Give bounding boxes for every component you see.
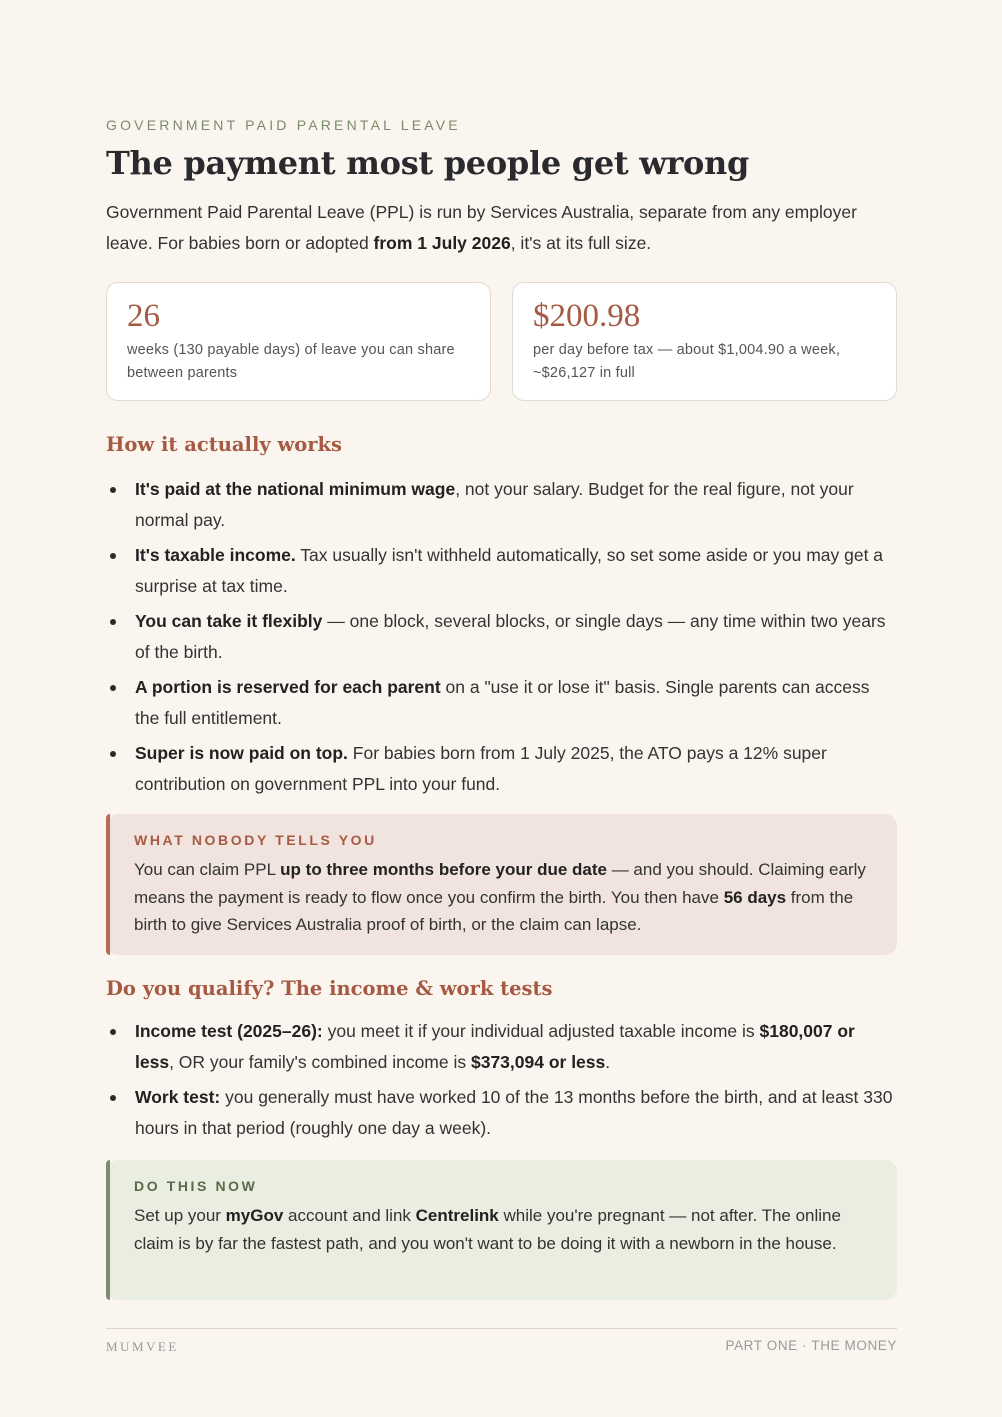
bullet-icon [110, 751, 116, 757]
list-item-bold: You can take it flexibly [135, 611, 323, 631]
list-item-text: Tax usually isn't withheld automatically, so set some aside or you may get a surprise at tax time. [135, 545, 884, 596]
list-item-bold: A portion is reserved for each parent [135, 677, 441, 697]
callout-bold: 56 days [723, 887, 787, 907]
callout-what-nobody-tells-you [106, 814, 897, 955]
callout-bold: up to three months before your due date [280, 860, 607, 879]
list-item [106, 1016, 897, 1078]
list-item-bold: Super is now paid on top. [135, 743, 348, 763]
callout-bold: Centrelink [415, 1206, 499, 1225]
callout-body [134, 1202, 871, 1257]
bullet-icon [110, 1029, 116, 1035]
list-item [106, 606, 897, 668]
bullet-icon [110, 619, 116, 625]
list-item-bold: Income test (2025–26): [135, 1021, 323, 1041]
callout-label: DO THIS NOW [134, 1178, 258, 1194]
list-item-bold: $180,007 or less [135, 1021, 855, 1072]
list-item-text: you meet it if your individual adjusted taxable income is [322, 1021, 760, 1041]
list-item-bold: $373,094 or less [470, 1052, 606, 1072]
list-item [106, 672, 897, 734]
page-title: The payment most people get wrong [106, 144, 750, 182]
list-item-text: , not your salary. Budget for the real figure, not your normal pay. [135, 479, 854, 530]
list-item [106, 474, 897, 536]
footer-brand: MUMVEE [106, 1339, 179, 1354]
intro-paragraph [106, 197, 866, 259]
eyebrow-label: GOVERNMENT PAID PARENTAL LEAVE [106, 117, 461, 133]
list-item-bold: It's taxable income. [135, 545, 296, 565]
bullet-icon [110, 487, 116, 493]
list-item [106, 540, 897, 602]
callout-text: — and you should. Claiming early means the payment is ready to flow once you confirm the birth. You then have [134, 860, 866, 907]
callout-do-this-now [106, 1160, 897, 1300]
stat-number: $200.98 [533, 298, 641, 334]
list-item-text: , OR your family's combined income is [169, 1052, 471, 1072]
list-item-text: you generally must have worked 10 of the 13 months before the birth, and at least 330 hours in that period (roughly one day a week). [135, 1087, 893, 1138]
list-item-text: — one block, several blocks, or single days — any time within two years of the birth. [135, 611, 886, 662]
bullet-icon [110, 685, 116, 691]
callout-text: from the birth to give Services Australia proof of birth, or the claim can lapse. [134, 887, 854, 934]
stat-caption: per day before tax — about $1,004.90 a week, ~$26,127 in full [533, 342, 841, 381]
bullet-icon [110, 553, 116, 559]
footer-divider [106, 1328, 897, 1329]
section-heading-how-it-works: How it actually works [106, 433, 343, 456]
callout-text: while you're pregnant — not after. The online claim is by far the fastest path, and you won't want to be doing it with a newborn in the house. [134, 1206, 841, 1253]
list-item-text: For babies born from 1 July 2025, the ATO pays a 12% super contribution on government PPL into your fund. [135, 743, 827, 794]
bullet-icon [110, 1095, 116, 1101]
stat-number: 26 [127, 298, 160, 334]
callout-body [134, 856, 871, 939]
footer-section-label: PART ONE · THE MONEY [725, 1338, 897, 1353]
list-item-text: on a "use it or lose it" basis. Single parents can access the full entitlement. [135, 677, 870, 728]
section-heading-qualify: Do you qualify? The income & work tests [106, 977, 553, 1000]
callout-text: Set up your [134, 1206, 226, 1225]
list-item [106, 1082, 897, 1144]
callout-text: You can claim PPL [134, 860, 281, 879]
list-item-bold: It's paid at the national minimum wage [135, 479, 456, 499]
callout-bold: myGov [225, 1206, 284, 1225]
stat-card-weeks [106, 282, 491, 401]
callout-text: account and link [283, 1206, 416, 1225]
how-it-works-list [106, 474, 897, 804]
stat-card-daily-rate [512, 282, 897, 401]
intro-text: Government Paid Parental Leave (PPL) is run by Services Australia, separate from any employer leave. For babies born or adopted [106, 202, 857, 253]
intro-date: from 1 July 2026 [373, 233, 511, 253]
list-item [106, 738, 897, 800]
stat-caption: weeks (130 payable days) of leave you can share between parents [127, 342, 455, 381]
list-item-bold: Work test: [135, 1087, 221, 1107]
qualify-list [106, 1016, 897, 1148]
intro-text-end: , it's at its full size. [510, 233, 652, 253]
callout-label: WHAT NOBODY TELLS YOU [134, 832, 377, 848]
list-item-text: . [605, 1052, 611, 1072]
